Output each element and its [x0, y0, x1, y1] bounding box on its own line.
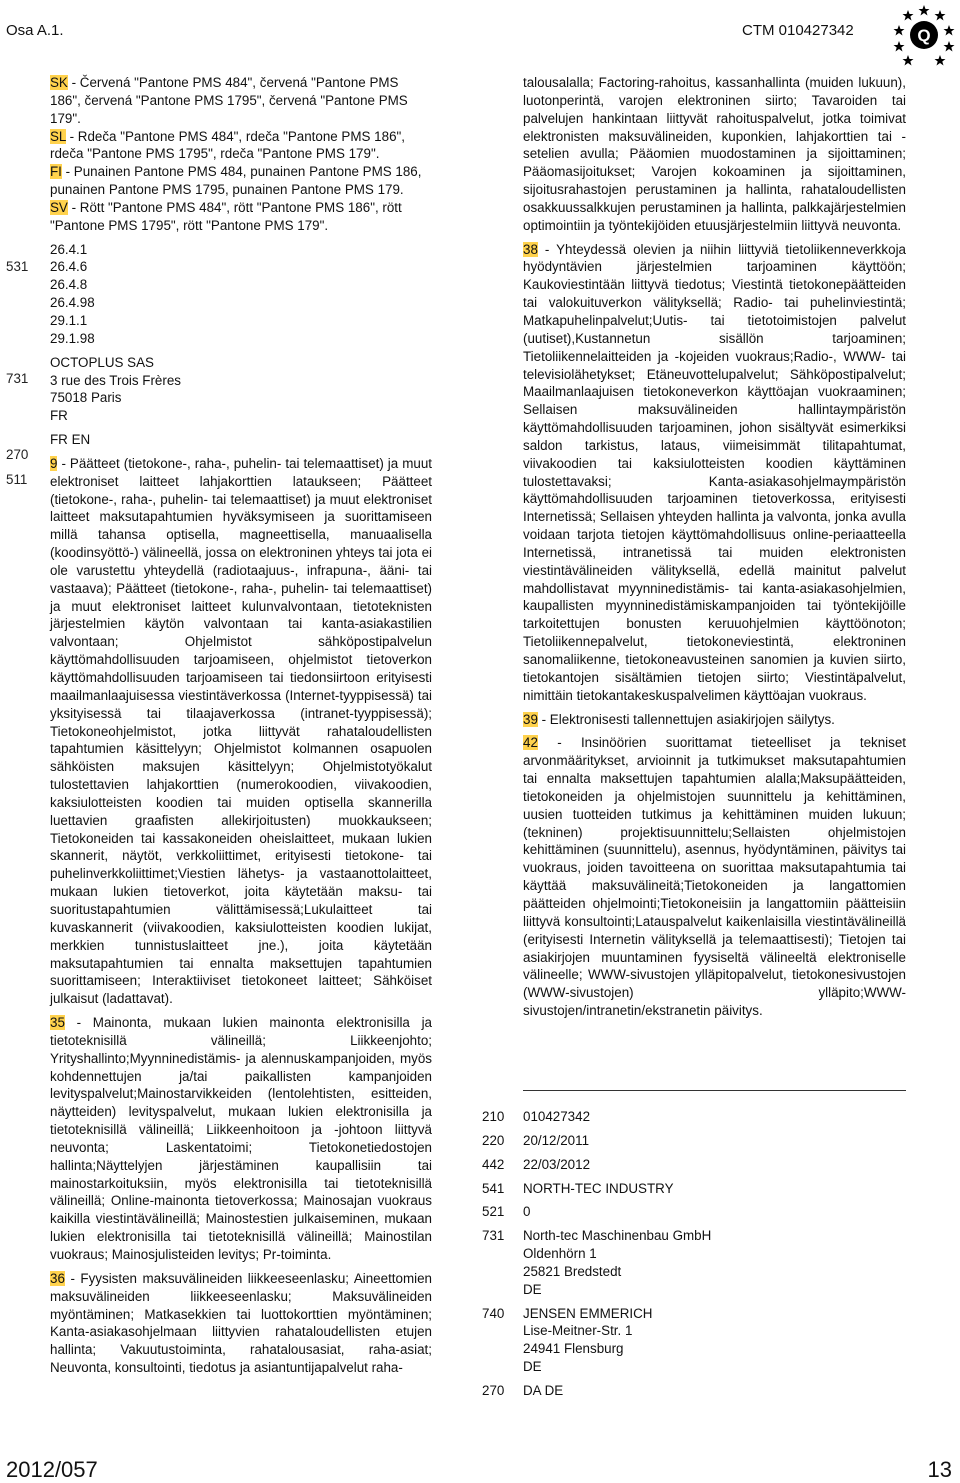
colour-claim-sk	[50, 74, 432, 128]
class-number: 38	[523, 241, 538, 257]
class-number: 9	[50, 455, 58, 471]
colour-claim-fi	[50, 163, 432, 199]
bib-value: 20/12/2011	[523, 1132, 590, 1148]
right-column	[523, 74, 906, 1020]
field-code-270: 270	[6, 447, 29, 462]
vienna-code: 26.4.98	[50, 295, 95, 311]
next-entry-bibliographic	[482, 1108, 912, 1406]
field-code-531: 531	[6, 259, 29, 274]
ohim-logo	[893, 4, 955, 66]
class-9	[50, 455, 432, 1008]
class-38	[523, 241, 906, 705]
applicant-country: FR	[50, 408, 68, 424]
bib-value: NORTH-TEC INDUSTRY	[523, 1180, 674, 1196]
lang-code: SV	[50, 199, 68, 215]
bib-code: 220	[482, 1132, 505, 1148]
mark-number: CTM 010427342	[742, 22, 854, 39]
bib-row-731	[482, 1227, 912, 1298]
colour-claim-sl	[50, 128, 432, 164]
vienna-code: 26.4.8	[50, 277, 88, 293]
lang-code: SL	[50, 128, 66, 144]
applicant-city: 75018 Paris	[50, 390, 122, 406]
class-number: 36	[50, 1270, 65, 1286]
bib-code: 521	[482, 1204, 505, 1220]
bib-code: 210	[482, 1109, 505, 1124]
class-35	[50, 1014, 432, 1264]
class-text: - Päätteet (tietokone-, raha-, puhelin- tai telemaattiset) ja muut elektroniset laitteet lahjakorttien lataukseen; Päätteet (tietokone-, raha-, puhelin- tai telemaattiset) ja muut elektroniset laitteet maksutapahtumien hyväksymiseen ja suorittamiseen millä tahansa optisella, magneettisella, manuaalisella (koodinsyöttö-) välineellä, jossa on elektroninen yhteys tai jota ei ole varustettu yhteydellä (radiotaajuus-, infrapuna-, ääni- tai vastaava); Päätteet (tietokone-, raha-, puhelin- tai telemaattiset) ja muut elektroniset laitteet kulunvalvontaan, tietoteknisten järjestelmien käytön valvontaan tai kanta-asiakastilien valvontaan; Ohjelmistot sähköpostipalvelun käyttömahdollisuuden tarjoamiseen, ohjelmistot tietoverkon käyttömahdollisuuden tarjoamiseen tai tiedonsiirtoon erityisesti maailmanlaajuisessa viestintäverkossa (Internet-tyyppisessä) tai yksityisessä tai tilaajaverkossa (intranet-tyyppisessä); Tietokoneohjelmistot, jotka liittyvät rahataloudellisten tapahtumien käsittelyyn; Ohjelmistot kolmannen osapuolen sähköisten maksujen käsittelyyn; Ohjelmistotyökalut tulostettavien lahjakorttien (numerokoodien, viivakoodien, kaksiulotteisten koodien tai muiden optisella skannerilla luettavien graafisten allekirjoitusten) muokkaukseen; Tietokoneiden tai kassakoneiden oheislaitteet, mukaan lukien skannerit, näytöt, verkkoliittimet, erityisesti tietokone- tai puhelinverkkoliittimet;Viestien lähetys- ja vastaanottolaitteet, mukaan lukien tietoverkot, joita käytetään maksu- tai suoritustapahtumien välittämisessä;Lukulaitteet tai kuvaskannerit (viivakoodien, kaksiulotteisten koodien lukijat, merkkien tunnistuslaitteet jne.), joita käytetään maksutapahtumien tai ennalta maksettujen tapahtumien suorittamiseen; Interaktiiviset tietokoneet laitteet; Sähköiset julkaisut (ladattavat).	[50, 455, 432, 1007]
vienna-code: 26.4.1	[50, 241, 88, 257]
class-number: 39	[523, 711, 538, 727]
colour-claim-sv	[50, 199, 432, 235]
applicant-street: 3 rue des Trois Frères	[50, 372, 181, 388]
bib-row-210	[482, 1108, 912, 1126]
colour-claim-text: - Rött "Pantone PMS 484", rött "Pantone PMS 186", rött "Pantone PMS 1795", rött "Pantone PMS 179".	[50, 199, 402, 233]
bib-value: 0	[523, 1204, 531, 1220]
field-code-511: 511	[6, 472, 28, 487]
class-36-continuation: talousalalla; Factoring-rahoitus, kassanhallinta (muiden lukuun), luotonperintä, varojen elektroninen siirto; Tavaroiden tai palvelujen hankintaan liittyvät rahoituspalvelut, jotka toimivat elektronisten maksuvälineiden, kuponkien, lahjakorttien tai -setelien avulla; Pääomien muodostaminen ja sijoittaminen; Pääomasijoitukset; Varojen kokoaminen ja sijoittaminen, sijoitusrahastojen perustaminen ja hallinta, rahataloudellisten osakkuussalkkujen perustaminen ja hallinta, palkkajärjestelmien optimointiin ja työntekijöiden etuusjärjestelmiin liittyvä neuvonta.	[523, 75, 906, 233]
class-text: - Elektronisesti tallennettujen asiakirjojen säilytys.	[537, 711, 835, 727]
vienna-code: 26.4.6	[50, 259, 88, 275]
colour-claim-text: - Rdeča "Pantone PMS 484", rdeča "Pantone PMS 186", rdeča "Pantone PMS 1795", rdeča "Pantone PMS 179".	[50, 128, 405, 162]
class-text: - Mainonta, mukaan lukien mainonta elektronisilla ja tietoteknisillä välineillä; Liikkeenjohto; Yrityshallinto;Myynninedistämis- ja alennuskampanjoiden, myös kohdennettujen ja/tai paikallisten kampanjoiden levityspalvelut;Mainostarvikkeiden (lentolehtisten, esitteiden, näytteiden) levityspalvelut, mukaan lukien elektronisilla ja tietoteknisillä välineillä; Liikkeenhoitoon ja -johtoon liittyvä neuvonta; Laskentatoimi; Tietokonetiedostojen hallinta;Näyttelyjen järjestäminen kaupallisiin tai mainostarkoituksiin, myös elektronisilla tai tietoteknisillä välineillä; Online-mainonta tietoverkossa; Mainosajan vuokraus kaikilla viestintävälineillä; Mainostestien julkaiseminen, mukaan lukien elektronisilla tai tietoteknisillä välineillä; Mainostilan vuokraus; Mainosjulisteiden levitys; Pr-toiminta.	[50, 1015, 432, 1262]
class-36	[50, 1270, 432, 1377]
field-code-731: 731	[6, 371, 29, 386]
class-text: - Insinöörien suorittamat tieteelliset ja tekniset arvonmääritykset, arvioinnit ja tutkimukset maksutapahtumien tai ennalta maksettujen tapahtumien alalla;Maksupäätteiden, tietokoneiden ja ohjelmistojen suunnittelu ja kehittäminen, uusien tuotteiden tutkimus ja kehittäminen muiden lukuun; (tekninen) projektisuunnittelu;Sellaisten ohjelmistojen kehittäminen (suunnittelu), asennus, hyödyntäminen, päivitys tai vuokraus, joiden tavoitteena on suorittaa maksutapahtumia tai käyttää maksuvälineitä;Tietokoneiden ja langattomien päätteiden ohjelmointi;Tietokoneisiin ja langattomiin päätteisiin liittyvä konsultointi;Latauspalvelut kaikenlaisilla viestintävälineillä (erityisesti Internetin välityksellä ja telemaattisesti); Tietojen tai asiakirjojen muuntaminen fyysiseltä välineeltä elektroniselle välineelle; WWW-sivustojen ylläpitopalvelut, tietokonesivustojen (WWW-sivustojen) ylläpito;WWW-sivustojen/intranetin/ekstranetin päivitys.	[523, 735, 906, 1019]
section-label: Osa A.1.	[6, 22, 64, 39]
svg-text:Q: Q	[917, 26, 931, 45]
bib-row-270	[482, 1382, 912, 1400]
applicant-name: OCTOPLUS SAS	[50, 354, 154, 370]
bib-code: 442	[482, 1156, 505, 1172]
class-42	[523, 734, 906, 1020]
class-text: - Yhteydessä olevien ja niihin liittyviä tietoliikenneverkkoja hyödyntävien järjestelmien tarjoaminen käyttöön; Kaukoviestintään liittyvä tiedotus; Viestintä tietokonepäätteiden tai valokuituverkon välityksellä; Radio- tai puhelinviestintä; Matkapuhelinpalvelut;Uutis- tai tietotoimistojen palvelut (uutiset),Kustannetun sisällön tarjoaminen; Tietoliikennelaitteiden ja -kojeiden vuokraus;Radio-, WWW- tai televisiolähetykset; Etäneuvottelupalvelut; Sähköpostipalvelut; Maailmanlaajuisen tietokoneverkon käyttöajan vuokraaminen; Sellaisen maksuvälineiden hallintaympäristön käyttömahdollisuuden tarjoaminen, johon sisältyvät esimerkiksi saldon tarkistus, lataus, viimeisimmät tilitapahtumat, viivakoodien tai kaksiulotteisten koodien käyttäminen tulostettavaksi; Kanta-asiakasohjelmaympäristön käyttömahdollisuuden tarjoaminen tietoverkossa, erityisesti Internetissä; Sellaisen yhteyden hallinta ja valvonta, jonka avulla voidaan tarjota tietojen käyttömahdollisuus online-periaatteella Internetissä, intranetissä tai muiden elektronisten viestintävälineiden välityksellä, edellä mainitut palvelut mahdollistavat myynninedistämis- tai kanta-asiakasohjelmien, kaupallisten myynninedistämiskampanjoiden tai työntekijöille tarkoitettujen bonusten keruuohjelmien käyttöönoton; Tietoliikennepalvelut, tietokoneviestintä, elektroninen sanomaliikenne, tietokoneavusteinen sanomien ja kuvien siirto, tietokantojen sisältämien tietojen siirto; Viestintäpalvelut, nimittäin tietokantakeskuspalvelimen käyttöajan vuokraus.	[523, 241, 906, 703]
vienna-code: 29.1.98	[50, 330, 95, 346]
bib-row-521	[482, 1203, 912, 1221]
class-number: 35	[50, 1015, 65, 1031]
colour-claim-text: - Červená "Pantone PMS 484", červená "Pantone PMS 186", červená "Pantone PMS 1795", červená "Pantone PMS 179".	[50, 75, 408, 126]
bib-code: 731	[482, 1228, 505, 1244]
applicant-address	[50, 354, 432, 425]
bib-value: 010427342	[523, 1109, 591, 1124]
lang-code: SK	[50, 75, 68, 90]
class-39	[523, 711, 906, 729]
colour-claim-text: - Punainen Pantone PMS 484, punainen Pantone PMS 186, punainen Pantone PMS 1795, punainen Pantone PMS 179.	[50, 164, 422, 198]
bib-row-541	[482, 1180, 912, 1198]
bib-row-442	[482, 1156, 912, 1174]
bib-value: JENSEN EMMERICH Lise-Meitner-Str. 1 24941 Flensburg DE	[523, 1305, 653, 1375]
bib-row-220	[482, 1132, 912, 1150]
bulletin-number: 2012/057	[6, 1457, 98, 1482]
class-number: 42	[523, 735, 538, 751]
page-number: 13	[927, 1457, 952, 1482]
bib-code: 270	[482, 1382, 505, 1398]
vienna-code: 29.1.1	[50, 312, 88, 328]
bib-value: North-tec Maschinenbau GmbH Oldenhörn 1 25821 Bredstedt DE	[523, 1228, 712, 1297]
vienna-classification-list	[50, 241, 432, 348]
bib-value: DA DE	[523, 1382, 564, 1398]
bib-code: 541	[482, 1180, 505, 1196]
bib-row-740	[482, 1305, 912, 1376]
left-column	[50, 74, 432, 1377]
bib-value: 22/03/2012	[523, 1156, 591, 1172]
bib-code: 740	[482, 1305, 505, 1321]
lang-code: FI	[50, 164, 62, 180]
class-text: - Fyysisten maksuvälineiden liikkeeseenlasku; Aineettomien maksuvälineiden liikkeeseenlasku; Maksuvälineiden myöntäminen; Matkasekkien tai luottokorttien myöntäminen; Kanta-asiakasohjelmaan liittyvien rahataloudellisten etujen hallinta; Vakuutustoiminta, rahatalousasiat, raha-asiat; Neuvonta, konsultointi, tiedotus ja asiantuntijapalvelut raha-	[50, 1270, 432, 1376]
languages: FR EN	[50, 432, 91, 448]
entry-separator	[523, 1090, 906, 1091]
